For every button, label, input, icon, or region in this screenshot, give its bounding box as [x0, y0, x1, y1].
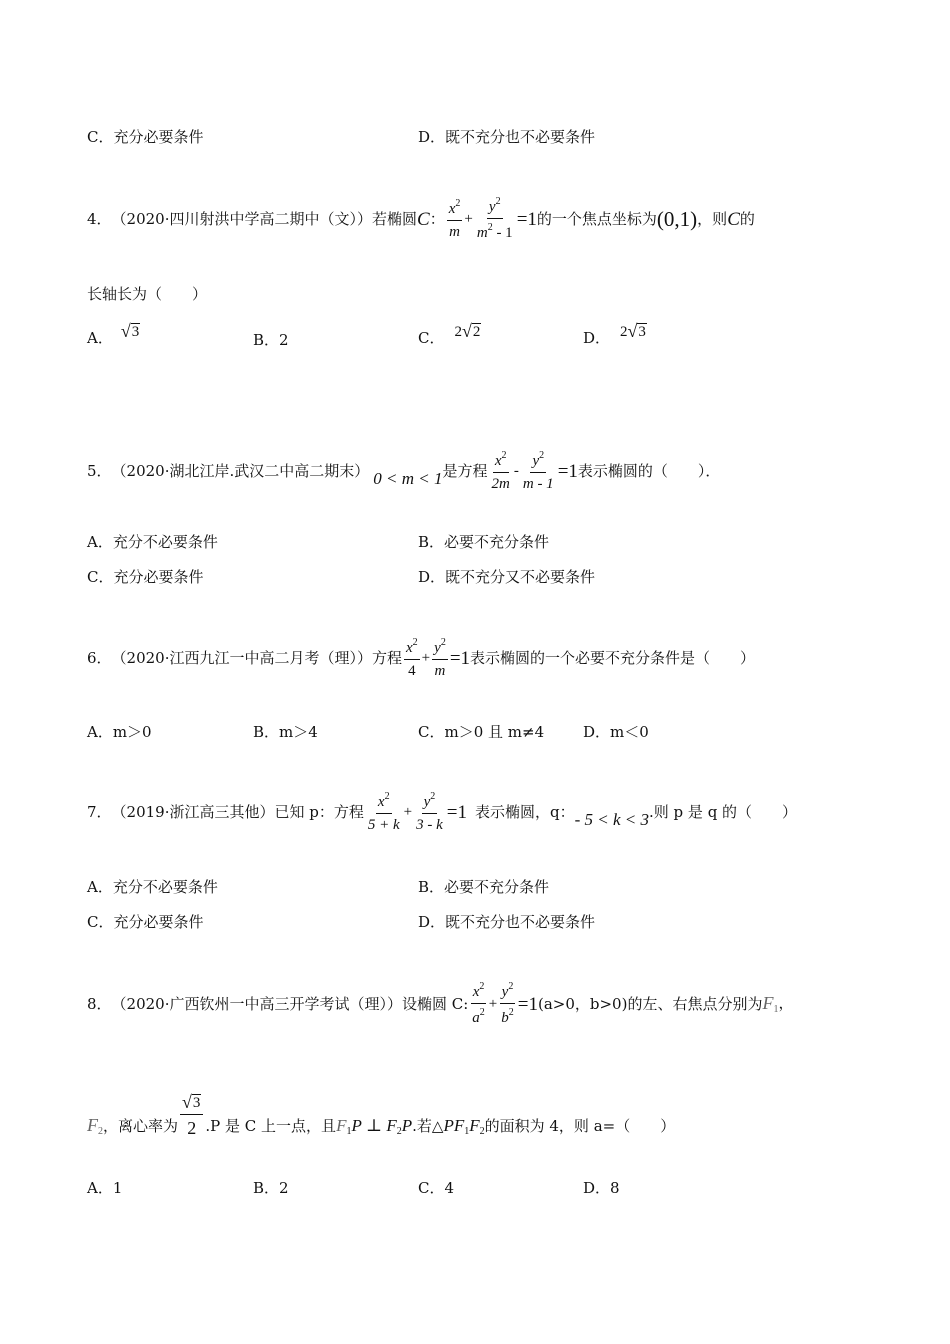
q7-option-c[interactable]: C．充分必要条件: [87, 913, 204, 931]
q6-option-a[interactable]: A．m＞0: [87, 723, 152, 741]
q4-source: （2020·四川射洪中学高二期中（文））若椭圆: [111, 209, 417, 228]
q7-number: 7．: [87, 803, 112, 822]
q8-line2-d: 的面积为 4，则 a=（ ）: [484, 1117, 676, 1136]
q6-source: （2020·江西九江一中高二月考（理））方程: [111, 649, 402, 668]
q5-source: （2020·湖北江岸.武汉二中高二期末）: [111, 462, 370, 481]
sqrt-icon: √ 2: [461, 321, 481, 341]
q7-fraction-y: $\frac{y^2}{3 - k}$: [416, 791, 443, 834]
q5-number: 5．: [87, 462, 112, 481]
q8-number: 8．: [87, 994, 112, 1013]
q6-option-c[interactable]: C．m＞0 且 m≠4: [418, 723, 545, 741]
q5-equals-one: =1: [557, 461, 578, 483]
q3-option-d[interactable]: D．既不充分也不必要条件: [418, 128, 596, 146]
q8-option-b[interactable]: B．2: [253, 1179, 289, 1197]
q5-fraction-y: $\frac{y^2}{m - 1}$: [522, 450, 554, 493]
q8-eccentricity: √ 3 2: [180, 1093, 203, 1139]
sqrt-icon: √ 3: [182, 1092, 201, 1112]
q7-source: （2019·浙江高三其他）已知 p：方程: [111, 803, 364, 822]
q4-colon: ：: [429, 209, 445, 228]
q6-number: 6．: [87, 649, 112, 668]
q8-equals-one: =1: [517, 993, 538, 1015]
q6-tail: 表示椭圆的一个必要不充分条件是（ ）: [470, 649, 756, 668]
q8-line2-b: .P 是 C 上一点，且: [205, 1117, 337, 1136]
q8-perpendicular-expr: $F_1P$ ⊥ $F_2P$: [336, 1115, 413, 1137]
q8-option-d[interactable]: D．8: [583, 1179, 620, 1197]
q4-option-d[interactable]: D． 2 √ 3: [583, 321, 646, 347]
q8-line2-a: ，离心率为: [103, 1117, 179, 1136]
q7-stem: [87, 791, 797, 835]
q5-option-d[interactable]: D．既不充分又不必要条件: [418, 568, 596, 586]
q5-condition: 0 < m < 1: [373, 469, 443, 489]
q6-fraction-x: $\frac{x^2}{4}$: [406, 637, 418, 680]
q5-mid: 是方程: [442, 462, 488, 481]
q4-option-c[interactable]: C． 2 √ 2: [418, 321, 481, 347]
q8-focus-f2: $F_2$: [87, 1115, 103, 1138]
q3-option-c[interactable]: C．充分必要条件: [87, 128, 204, 146]
q6-stem: [87, 637, 755, 681]
q8-fraction-x: $\frac{x^2}{a^2}$: [472, 981, 485, 1027]
q5-option-b[interactable]: B．必要不充分条件: [418, 533, 550, 551]
q8-stem-line2: [87, 1093, 675, 1139]
q8-triangle-expr: $PF_1F_2$: [443, 1115, 485, 1137]
q8-focus-f1: $F_1$: [762, 992, 779, 1015]
q5-option-a[interactable]: A．充分不必要条件: [87, 533, 218, 551]
q8-line2-c: .若△: [412, 1117, 444, 1136]
q6-option-d[interactable]: D．m＜0: [583, 723, 649, 741]
q4-tail3: 的: [739, 209, 755, 228]
q5-tail: 表示椭圆的（ ）．: [577, 462, 721, 481]
q5-minus: -: [513, 463, 519, 480]
q4-option-a[interactable]: A． √ 3: [87, 321, 140, 347]
q4-stem-line2: 长轴长为（ ）: [87, 285, 208, 303]
q4-number: 4．: [87, 209, 112, 228]
q4-fraction-x: $\frac{x^2}{m}$: [448, 197, 461, 240]
q8-option-c[interactable]: C．4: [418, 1179, 455, 1197]
q7-condition: - 5 < k < 3: [574, 810, 650, 830]
q5-stem: [87, 450, 720, 494]
q7-equals-one: =1: [446, 802, 467, 824]
q4-tail1: 的一个焦点坐标为: [536, 209, 657, 228]
q5-fraction-x: $\frac{x^2}{2m}$: [491, 450, 510, 493]
q4-stem: [87, 196, 755, 243]
q7-option-d[interactable]: D．既不充分也不必要条件: [418, 913, 596, 931]
q4-fraction-y: $\frac{y^2}{m^2 - 1}$: [476, 196, 513, 242]
sqrt-icon: √ 3: [120, 321, 140, 341]
q7-option-b[interactable]: B．必要不充分条件: [418, 878, 550, 896]
q7-fraction-x: $\frac{x^2}{5 + k}$: [367, 791, 400, 834]
q4-ellipse-name: C: [417, 208, 430, 230]
q4-focus-coordinate: (0,1): [656, 206, 698, 231]
q4-equals-one: =1: [516, 208, 537, 230]
q8-source: （2020·广西钦州一中高三开学考试（理））设椭圆 C:: [111, 994, 469, 1013]
q4-tail2: ，则: [697, 209, 728, 228]
q6-option-b[interactable]: B．m＞4: [253, 723, 318, 741]
sqrt-icon: √ 3: [627, 321, 646, 341]
q7-tail2: .则 p 是 q 的（ ）: [649, 803, 798, 822]
q7-option-a[interactable]: A．充分不必要条件: [87, 878, 218, 896]
q5-option-c[interactable]: C．充分必要条件: [87, 568, 204, 586]
q8-stem: 8． （2020·广西钦州一中高三开学考试（理））设椭圆 C: $\frac{x^2}{a^2}$ + $\frac{y^2}{b^2}$ =1 (a>0，b>0)的左、右焦点分别为 $F_1$ ，: [87, 981, 794, 1027]
q6-plus: +: [421, 650, 431, 667]
q8-condition: (a>0，b>0)的左、右焦点分别为: [537, 994, 763, 1013]
q8-fraction-y: $\frac{y^2}{b^2}$: [501, 981, 514, 1027]
q4-plus: +: [464, 210, 473, 227]
q8-plus: +: [488, 995, 498, 1012]
q6-fraction-y: $\frac{y^2}{m}$: [434, 637, 446, 680]
q4-option-b[interactable]: B．2: [253, 331, 289, 349]
q8-option-a[interactable]: A．1: [87, 1179, 123, 1197]
q6-equals-one: =1: [449, 648, 471, 670]
q4-ellipse-name-2: C: [727, 208, 740, 230]
q7-tail1: 表示椭圆，q：: [475, 803, 575, 822]
q7-plus: +: [403, 804, 413, 821]
